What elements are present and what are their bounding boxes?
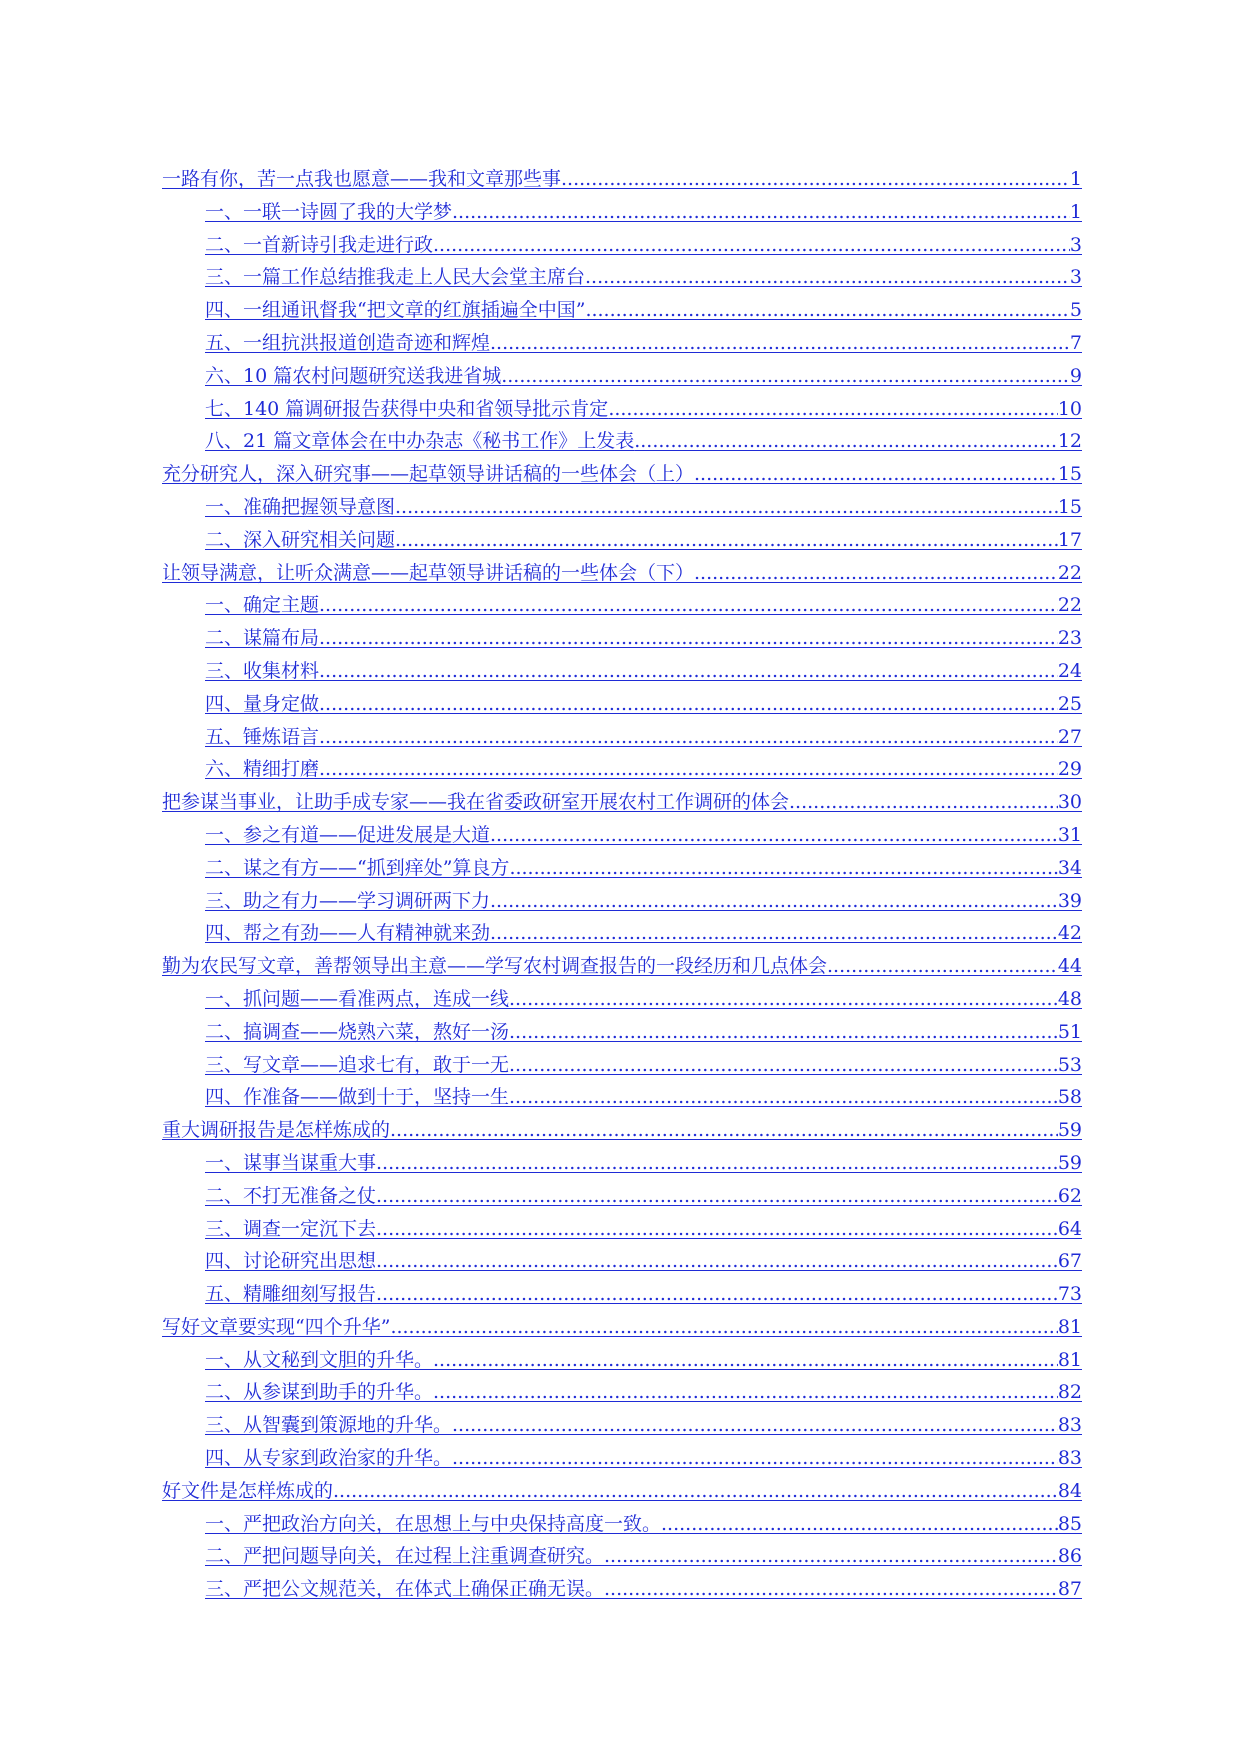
toc-entry-title: 二、从参谋到助手的升华。 (205, 1381, 434, 1404)
toc-chapter-link[interactable] (162, 1311, 1082, 1344)
toc-page-number: 12 (1057, 430, 1082, 453)
toc-page-number: 83 (1057, 1414, 1082, 1437)
toc-dot-leader (319, 622, 1058, 655)
toc-page-number: 81 (1057, 1348, 1082, 1371)
toc-section-link[interactable] (162, 229, 1082, 262)
toc-dot-leader (376, 1147, 1058, 1180)
toc-section-link[interactable] (162, 917, 1082, 950)
toc-entry-title: 充分研究人，深入研究事——起草领导讲话稿的一些体会（上） (162, 463, 695, 486)
toc-section-link[interactable] (162, 1213, 1082, 1246)
toc-page-number: 86 (1057, 1545, 1082, 1568)
toc-entry-title: 一路有你，苦一点我也愿意——我和文章那些事 (162, 168, 562, 190)
toc-dot-leader (509, 1049, 1058, 1082)
toc-page-number: 29 (1057, 758, 1082, 781)
toc-page-number: 1 (1069, 168, 1082, 190)
toc-section-link[interactable] (162, 1573, 1082, 1606)
toc-entry-title: 二、深入研究相关问题 (205, 528, 396, 551)
toc-page-number: 30 (1057, 791, 1082, 814)
toc-dot-leader (376, 1245, 1058, 1278)
toc-page-number: 3 (1069, 233, 1082, 256)
toc-dot-leader (452, 1442, 1058, 1475)
toc-section-link[interactable] (162, 261, 1082, 294)
toc-section-link[interactable] (162, 524, 1082, 557)
toc-section-link[interactable] (162, 688, 1082, 721)
toc-section-link[interactable] (162, 327, 1082, 360)
toc-entry-title: 五、一组抗洪报道创造奇迹和辉煌 (205, 331, 491, 354)
toc-dot-leader (433, 229, 1070, 262)
toc-page-number: 24 (1057, 659, 1082, 682)
toc-chapter-link[interactable] (162, 1114, 1082, 1147)
toc-entry-title: 二、谋之有方——“抓到痒处”算良方 (205, 856, 510, 879)
toc-entry-title: 六、10 篇农村问题研究送我进省城 (205, 364, 502, 387)
toc-section-link[interactable] (162, 983, 1082, 1016)
toc-section-link[interactable] (162, 393, 1082, 426)
toc-dot-leader (585, 261, 1070, 294)
toc-entry-title: 二、一首新诗引我走进行政 (205, 233, 434, 256)
toc-entry-title: 四、帮之有劲——人有精神就来劲 (205, 922, 491, 945)
toc-dot-leader (509, 1016, 1058, 1049)
toc-dot-leader (319, 721, 1058, 754)
toc-dot-leader (376, 1213, 1058, 1246)
toc-section-link[interactable] (162, 425, 1082, 458)
toc-entry-title: 八、21 篇文章体会在中办杂志《秘书工作》上发表 (205, 430, 635, 453)
toc-entry-title: 一、抓问题——看准两点，连成一线 (205, 987, 510, 1010)
toc-section-link[interactable] (162, 1016, 1082, 1049)
toc-page-number: 84 (1057, 1479, 1082, 1502)
toc-page-number: 51 (1057, 1020, 1082, 1043)
toc-page-number: 10 (1057, 397, 1082, 420)
toc-page-number: 82 (1057, 1381, 1082, 1404)
toc-section-link[interactable] (162, 1081, 1082, 1114)
toc-page-number: 15 (1057, 495, 1082, 518)
toc-section-link[interactable] (162, 1540, 1082, 1573)
toc-page-number: 81 (1057, 1315, 1082, 1338)
toc-section-link[interactable] (162, 589, 1082, 622)
toc-page-number: 27 (1057, 725, 1082, 748)
table-of-contents (162, 163, 1082, 1606)
toc-page-number: 34 (1057, 856, 1082, 879)
toc-dot-leader (390, 1311, 1057, 1344)
toc-section-link[interactable] (162, 1409, 1082, 1442)
toc-entry-title: 好文件是怎样炼成的 (162, 1479, 334, 1502)
toc-dot-leader (452, 196, 1070, 229)
toc-entry-title: 一、参之有道——促进发展是大道 (205, 823, 491, 846)
toc-entry-title: 三、调查一定沉下去 (205, 1217, 377, 1240)
toc-dot-leader (319, 688, 1058, 721)
toc-section-link[interactable] (162, 1376, 1082, 1409)
toc-dot-leader (509, 852, 1057, 885)
toc-section-link[interactable] (162, 1278, 1082, 1311)
toc-entry-title: 五、精雕细刻写报告 (205, 1283, 377, 1306)
toc-page-number: 3 (1069, 266, 1082, 289)
toc-page-number: 53 (1057, 1053, 1082, 1076)
toc-page-number: 31 (1057, 823, 1082, 846)
toc-page-number: 62 (1057, 1184, 1082, 1207)
toc-page-number: 73 (1057, 1283, 1082, 1306)
toc-chapter-link[interactable] (162, 163, 1082, 196)
toc-page-number: 42 (1057, 922, 1082, 945)
toc-dot-leader (694, 557, 1058, 590)
toc-entry-title: 四、作准备——做到十于，坚持一生 (205, 1086, 510, 1109)
toc-section-link[interactable] (162, 819, 1082, 852)
toc-dot-leader (509, 1081, 1058, 1114)
toc-page-number: 9 (1069, 364, 1082, 387)
toc-section-link[interactable] (162, 1245, 1082, 1278)
toc-section-link[interactable] (162, 1442, 1082, 1475)
toc-dot-leader (376, 1278, 1058, 1311)
toc-chapter-link[interactable] (162, 786, 1082, 819)
toc-chapter-link[interactable] (162, 950, 1082, 983)
toc-entry-title: 二、谋篇布局 (205, 627, 320, 650)
toc-section-link[interactable] (162, 1147, 1082, 1180)
toc-section-link[interactable] (162, 1508, 1082, 1541)
toc-section-link[interactable] (162, 622, 1082, 655)
toc-entry-title: 五、锤炼语言 (205, 725, 320, 748)
toc-dot-leader (395, 491, 1058, 524)
toc-entry-title: 四、量身定做 (205, 692, 320, 715)
toc-entry-title: 二、严把问题导向关，在过程上注重调查研究。 (205, 1545, 605, 1568)
toc-section-link[interactable] (162, 294, 1082, 327)
toc-dot-leader (561, 163, 1070, 196)
toc-dot-leader (827, 950, 1058, 983)
toc-entry-title: 一、从文秘到文胆的升华。 (205, 1348, 434, 1371)
toc-entry-title: 一、确定主题 (205, 594, 320, 617)
toc-entry-title: 一、一联一诗圆了我的大学梦 (205, 200, 453, 223)
toc-dot-leader (333, 1475, 1058, 1508)
toc-section-link[interactable] (162, 885, 1082, 918)
toc-dot-leader (319, 753, 1058, 786)
toc-page-number: 17 (1057, 528, 1082, 551)
toc-dot-leader (694, 458, 1058, 491)
toc-dot-leader (490, 819, 1058, 852)
toc-page-number: 1 (1069, 200, 1082, 223)
toc-entry-title: 三、写文章——追求七有，敢于一无 (205, 1053, 510, 1076)
toc-page-number: 15 (1057, 463, 1082, 486)
toc-page-number: 44 (1057, 955, 1082, 978)
toc-entry-title: 四、从专家到政治家的升华。 (205, 1447, 453, 1470)
toc-dot-leader (319, 589, 1058, 622)
toc-page-number: 59 (1057, 1119, 1082, 1142)
toc-dot-leader (452, 1409, 1058, 1442)
toc-entry-title: 六、精细打磨 (205, 758, 320, 781)
toc-section-link[interactable] (162, 753, 1082, 786)
toc-dot-leader (634, 425, 1058, 458)
toc-page-number: 83 (1057, 1447, 1082, 1470)
toc-entry-title: 重大调研报告是怎样炼成的 (162, 1119, 391, 1142)
toc-dot-leader (608, 393, 1058, 426)
toc-page-number: 48 (1057, 987, 1082, 1010)
toc-dot-leader (319, 655, 1058, 688)
toc-entry-title: 四、讨论研究出思想 (205, 1250, 377, 1273)
toc-entry-title: 三、从智囊到策源地的升华。 (205, 1414, 453, 1437)
toc-entry-title: 七、140 篇调研报告获得中央和省领导批示肯定 (205, 397, 609, 420)
toc-entry-title: 三、收集材料 (205, 659, 320, 682)
toc-page-number: 64 (1057, 1217, 1082, 1240)
toc-page-number: 59 (1057, 1151, 1082, 1174)
toc-dot-leader (490, 885, 1058, 918)
toc-section-link[interactable] (162, 1344, 1082, 1377)
toc-section-link[interactable] (162, 1049, 1082, 1082)
toc-entry-title: 四、一组通讯督我“把文章的红旗插遍全中国” (205, 299, 586, 322)
toc-entry-title: 三、一篇工作总结推我走上人民大会堂主席台 (205, 266, 586, 289)
toc-page-number: 22 (1057, 561, 1082, 584)
toc-entry-title: 三、严把公文规范关，在体式上确保正确无误。 (205, 1578, 605, 1601)
toc-page-number: 23 (1057, 627, 1082, 650)
toc-entry-title: 一、严把政治方向关，在思想上与中央保持高度一致。 (205, 1512, 662, 1535)
toc-section-link[interactable] (162, 655, 1082, 688)
toc-dot-leader (490, 917, 1058, 950)
toc-entry-title: 勤为农民写文章，善帮领导出主意——学写农村调查报告的一段经历和几点体会 (162, 955, 828, 978)
toc-entry-title: 写好文章要实现“四个升华” (162, 1315, 391, 1338)
toc-entry-title: 把参谋当事业，让助手成专家——我在省委政研室开展农村工作调研的体会 (162, 791, 790, 814)
toc-chapter-link[interactable] (162, 458, 1082, 491)
toc-page-number: 39 (1057, 889, 1082, 912)
toc-dot-leader (585, 294, 1069, 327)
toc-section-link[interactable] (162, 1180, 1082, 1213)
toc-entry-title: 三、助之有力——学习调研两下力 (205, 889, 491, 912)
toc-dot-leader (395, 524, 1058, 557)
toc-entry-title: 一、谋事当谋重大事 (205, 1151, 377, 1174)
toc-section-link[interactable] (162, 196, 1082, 229)
toc-entry-title: 一、准确把握领导意图 (205, 495, 396, 518)
toc-dot-leader (433, 1376, 1058, 1409)
toc-page-number: 5 (1069, 299, 1082, 322)
toc-page-number: 7 (1069, 331, 1082, 354)
toc-entry-title: 二、不打无准备之仗 (205, 1184, 377, 1207)
toc-dot-leader (661, 1508, 1058, 1541)
toc-dot-leader (509, 983, 1058, 1016)
toc-page-number: 85 (1057, 1512, 1082, 1535)
toc-page-number: 87 (1057, 1578, 1082, 1601)
toc-section-link[interactable] (162, 852, 1082, 885)
toc-page-number: 58 (1057, 1086, 1082, 1109)
toc-section-link[interactable] (162, 491, 1082, 524)
toc-page-number: 22 (1057, 594, 1082, 617)
toc-dot-leader (789, 786, 1058, 819)
toc-chapter-link[interactable] (162, 557, 1082, 590)
toc-dot-leader (604, 1540, 1058, 1573)
toc-page-number: 67 (1057, 1250, 1082, 1273)
toc-entry-title: 让领导满意，让听众满意——起草领导讲话稿的一些体会（下） (162, 561, 695, 584)
toc-page-number: 25 (1057, 692, 1082, 715)
toc-entry-title: 二、搞调查——烧熟六菜，熬好一汤 (205, 1020, 510, 1043)
toc-dot-leader (604, 1573, 1058, 1606)
toc-section-link[interactable] (162, 721, 1082, 754)
toc-dot-leader (490, 327, 1070, 360)
toc-dot-leader (433, 1344, 1058, 1377)
toc-section-link[interactable] (162, 360, 1082, 393)
toc-dot-leader (501, 360, 1070, 393)
toc-dot-leader (376, 1180, 1058, 1213)
toc-dot-leader (390, 1114, 1058, 1147)
toc-chapter-link[interactable] (162, 1475, 1082, 1508)
